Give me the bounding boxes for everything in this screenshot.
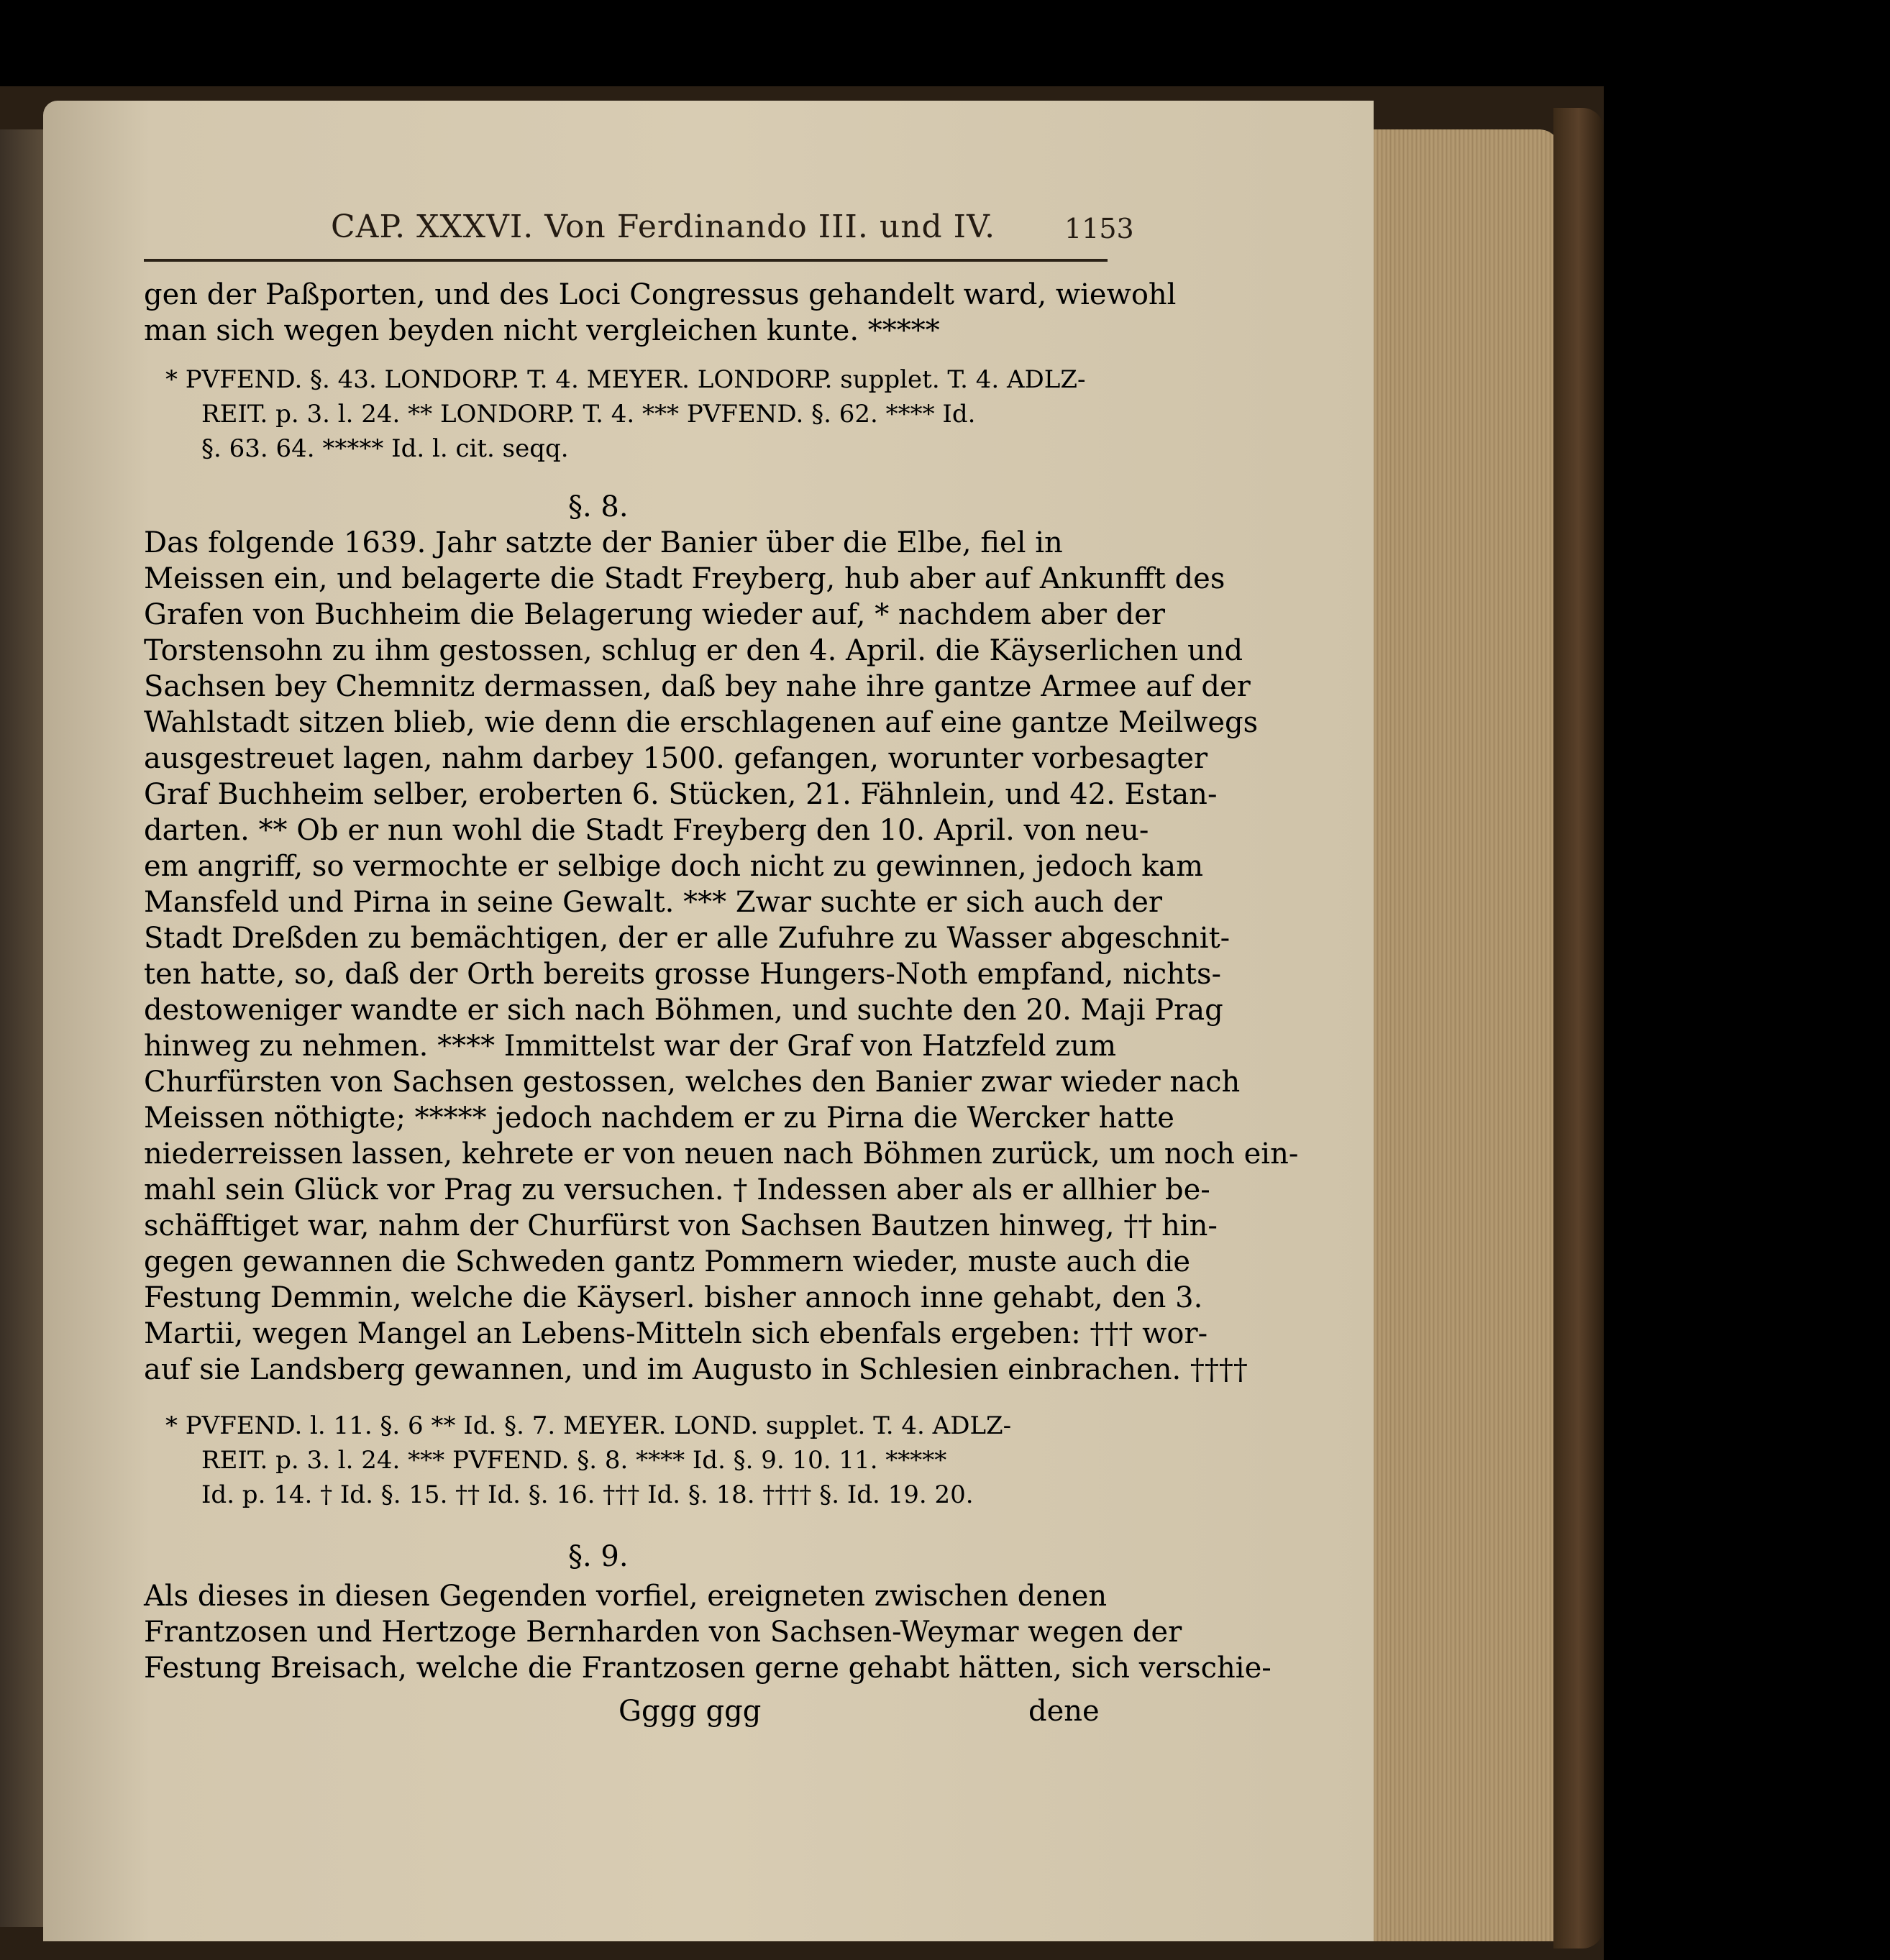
signature-mark: Gggg ggg (618, 1695, 762, 1728)
text-line: auf sie Landsberg gewannen, und im Augusto in Schlesien einbrachen. †††† (144, 1353, 1248, 1386)
footnote-line: REIT. p. 3. l. 24. *** PVFEND. §. 8. **** Id. §. 9. 10. 11. ***** (201, 1446, 947, 1475)
left-page-edge (0, 129, 43, 1927)
text-line: Sachsen bey Chemnitz dermassen, daß bey nahe ihre gantze Armee auf der (144, 670, 1251, 703)
text-line: Als dieses in diesen Gegenden vorfiel, ereigneten zwischen denen (144, 1580, 1108, 1613)
text-line: Torstensohn zu ihm gestossen, schlug er den 4. April. die Käyserlichen und (144, 634, 1243, 667)
text-line: Churfürsten von Sachsen gestossen, welches den Banier zwar wieder nach (144, 1066, 1241, 1099)
text-line: Grafen von Buchheim die Belagerung wieder auf, * nachdem aber der (144, 598, 1165, 631)
text-line: Festung Breisach, welche die Frantzosen gerne gehabt hätten, sich verschie- (144, 1652, 1272, 1685)
text-line: Wahlstadt sitzen blieb, wie denn die erschlagenen auf eine gantze Meilwegs (144, 706, 1259, 739)
text-line: Graf Buchheim selber, eroberten 6. Stücken, 21. Fähnlein, und 42. Estan- (144, 778, 1218, 811)
text-line: Das folgende 1639. Jahr satzte der Banier über die Elbe, fiel in (144, 526, 1063, 559)
text-line: Frantzosen und Hertzoge Bernharden von Sachsen-Weymar wegen der (144, 1616, 1182, 1649)
text-line: niederreissen lassen, kehrete er von neuen nach Böhmen zurück, um noch ein- (144, 1137, 1299, 1171)
footnote-line: * PVFEND. §. 43. LONDORP. T. 4. MEYER. LONDORP. supplet. T. 4. ADLZ- (165, 365, 1086, 394)
text-line: destoweniger wandte er sich nach Böhmen, und suchte den 20. Maji Prag (144, 994, 1223, 1027)
book-cover-edge (1553, 108, 1604, 1948)
section-heading: §. 8. (568, 490, 629, 523)
text-line: gegen gewannen die Schweden gantz Pommern wieder, muste auch die (144, 1245, 1191, 1278)
header-rule (144, 259, 1108, 262)
text-line: Mansfeld und Pirna in seine Gewalt. *** Zwar suchte er sich auch der (144, 886, 1163, 919)
text-line: mahl sein Glück vor Prag zu versuchen. † Indessen aber als er allhier be- (144, 1173, 1210, 1206)
catchword: dene (1028, 1695, 1100, 1728)
text-line: darten. ** Ob er nun wohl die Stadt Freyberg den 10. April. von neu- (144, 814, 1149, 847)
text-line: Meissen nöthigte; ***** jedoch nachdem er zu Pirna die Wercker hatte (144, 1102, 1174, 1135)
text-line: hinweg zu nehmen. **** Immittelst war der Graf von Hatzfeld zum (144, 1030, 1117, 1063)
text-line: gen der Paßporten, und des Loci Congressus gehandelt ward, wiewohl (144, 278, 1177, 311)
text-line: man sich wegen beyden nicht vergleichen kunte. ***** (144, 314, 940, 347)
text-line: ausgestreuet lagen, nahm darbey 1500. gefangen, worunter vorbesagter (144, 742, 1208, 775)
text-line: ten hatte, so, daß der Orth bereits grosse Hungers-Noth empfand, nichts- (144, 958, 1221, 991)
text-line: Meissen ein, und belagerte die Stadt Freyberg, hub aber auf Ankunfft des (144, 562, 1225, 595)
running-header: CAP. XXXVI. Von Ferdinando III. und IV. (331, 209, 996, 245)
text-line: Festung Demmin, welche die Käyserl. bisher annoch inne gehabt, den 3. (144, 1281, 1203, 1314)
page-fore-edge (1374, 129, 1561, 1941)
footnote-line: Id. p. 14. † Id. §. 15. †† Id. §. 16. ††† Id. §. 18. †††† §. Id. 19. 20. (201, 1480, 974, 1509)
footnote-line: * PVFEND. l. 11. §. 6 ** Id. §. 7. MEYER. LOND. supplet. T. 4. ADLZ- (165, 1411, 1012, 1440)
page-number: 1153 (1064, 213, 1134, 244)
text-line: Martii, wegen Mangel an Lebens-Mitteln sich ebenfals ergeben: ††† wor- (144, 1317, 1208, 1350)
text-line: schäfftiget war, nahm der Churfürst von Sachsen Bautzen hinweg, †† hin- (144, 1209, 1218, 1242)
section-heading: §. 9. (568, 1540, 629, 1573)
footnote-line: REIT. p. 3. l. 24. ** LONDORP. T. 4. *** PVFEND. §. 62. **** Id. (201, 400, 976, 429)
footnote-line: §. 63. 64. ***** Id. l. cit. seqq. (201, 434, 569, 463)
text-line: Stadt Dreßden zu bemächtigen, der er alle Zufuhre zu Wasser abgeschnit- (144, 922, 1231, 955)
text-line: em angriff, so vermochte er selbige doch nicht zu gewinnen, jedoch kam (144, 850, 1204, 883)
